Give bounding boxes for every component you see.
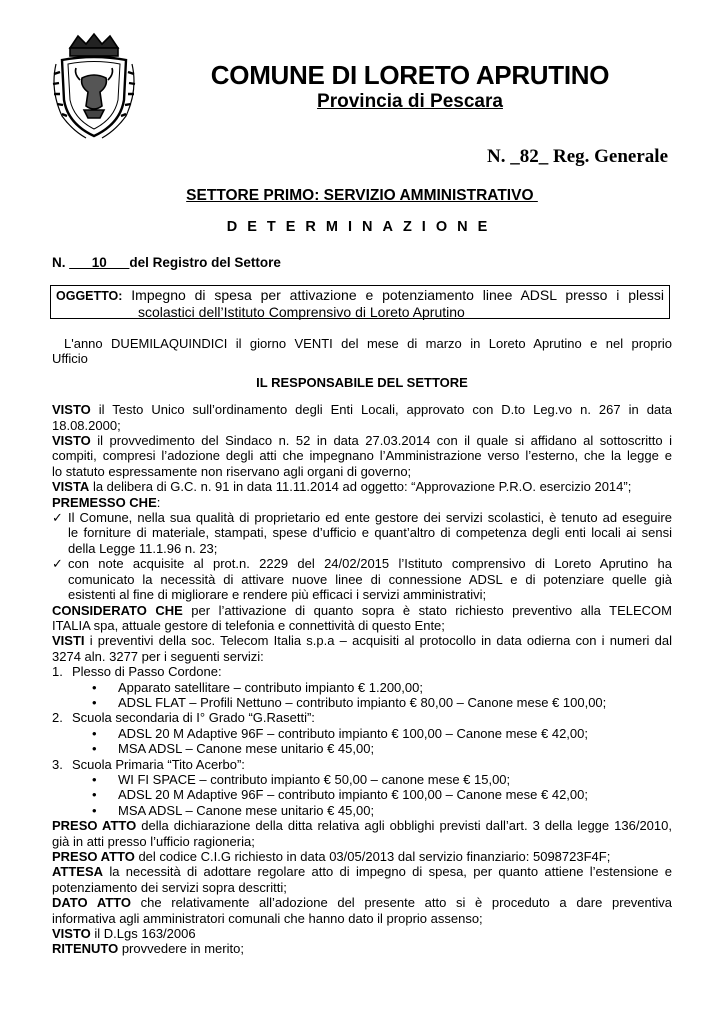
visto-sindaco-line-2: compiti, compresi l’adozione degli atti che impegnano l’Amministrazione verso l’esterno, che la legge e xyxy=(52,448,672,464)
visto-tuel-line-2: 18.08.2000; xyxy=(52,417,121,433)
preso-atto-1-text: della dichiarazione della ditta relativa agli obblighi previsti dall’art. 3 della legge 136/2010, xyxy=(136,818,672,834)
sector-heading xyxy=(0,187,724,205)
coat-of-arms-icon xyxy=(48,30,140,142)
list-item xyxy=(52,772,672,787)
visto-keyword: VISTO xyxy=(52,926,91,942)
ritenuto-keyword: RITENUTO xyxy=(52,941,119,957)
service-list xyxy=(52,664,672,818)
responsible-heading: IL RESPONSABILE DEL SETTORE xyxy=(256,374,468,390)
bullet-icon: • xyxy=(92,679,97,695)
province-subtitle: Provincia di Pescara xyxy=(317,91,503,112)
dato-atto-keyword: DATO ATTO xyxy=(52,895,131,911)
service-text: WI FI SPACE – contributo impianto € 50,00 – canone mese € 15,00; xyxy=(118,771,511,787)
visto-keyword: VISTO xyxy=(52,433,91,449)
list-item xyxy=(52,680,672,695)
subject-box xyxy=(50,285,670,319)
dato-atto-paragraph xyxy=(52,895,672,926)
subject-line-2: scolastici dell’Istituto Comprensivo di Loreto Aprutino xyxy=(138,304,465,320)
sector-heading-trail xyxy=(534,187,538,204)
list-number: 1. xyxy=(52,664,63,680)
service-text: MSA ADSL – Canone mese unitario € 45,00; xyxy=(118,741,375,757)
attesa-line-1 xyxy=(52,864,672,879)
visto-sindaco-paragraph xyxy=(52,433,672,479)
visti-keyword: VISTI xyxy=(52,633,85,649)
preso-atto-paragraph-2 xyxy=(52,849,672,864)
sector-heading-text: SETTORE PRIMO: SERVIZIO AMMINISTRATIVO xyxy=(186,187,534,204)
visti-text: i preventivi della soc. Telecom Italia s.p.a – acquisiti al protocollo in data odierna con i numeri dal xyxy=(84,633,672,649)
vista-paragraph xyxy=(52,479,672,494)
sector-register-suffix: del Registro del Settore xyxy=(129,255,281,270)
premesso-colon: : xyxy=(156,494,161,510)
premise-item-1 xyxy=(52,510,672,556)
premise-2-line-3: esistenti al fine di migliorare e rendere più efficaci i servizi amministrativi; xyxy=(68,587,487,603)
intro-paragraph xyxy=(52,336,672,367)
premise-item-2 xyxy=(52,556,672,602)
list-item xyxy=(52,664,672,679)
list-item xyxy=(52,695,672,710)
subject-text-1: Impegno di spesa per attivazione e potenziamento linee ADSL presso i plessi xyxy=(122,287,664,303)
bullet-icon: • xyxy=(92,741,97,757)
attesa-text: la necessità di adottare regolare atto di impegno di spesa, per quanto attiene l’estensione e xyxy=(103,864,672,880)
visti-line-2: 3274 aln. 3277 per i seguenti servizi: xyxy=(52,648,264,664)
list-item xyxy=(52,710,672,725)
considerato-text: per l’attivazione di quanto sopra è stato richiesto preventivo alla TELECOM xyxy=(182,602,672,618)
list-item xyxy=(52,741,672,756)
vista-text: la delibera di G.C. n. 91 in data 11.11.2014 ad oggetto: “Approvazione P.R.O. esercizio 2014”; xyxy=(89,479,632,495)
considerato-line-1 xyxy=(52,603,672,618)
visti-paragraph xyxy=(52,633,672,664)
sector-register-number: ___10___ xyxy=(69,255,130,270)
dato-atto-text: che relativamente all’adozione del presente atto si è proceduto a dare preventiva xyxy=(131,895,672,911)
premise-2-line-1: con note acquisite al prot.n. 2229 del 24/02/2015 l’Istituto comprensivo di Loreto Aprutino ha xyxy=(68,556,672,572)
visto-tuel-line-1 xyxy=(52,402,672,417)
premise-1-line-1: Il Comune, nella sua qualità di proprietario ed ente gestore dei servizi scolastici, è tenuto ad eseguire xyxy=(68,510,672,526)
preso-atto-2-text: del codice C.I.G richiesto in data 03/05/2013 dal servizio finanziario: 5098723F4F; xyxy=(134,849,611,864)
list-item xyxy=(52,803,672,818)
visto-keyword: VISTO xyxy=(52,402,91,418)
vista-keyword: VISTA xyxy=(52,479,90,495)
considerato-paragraph xyxy=(52,603,672,634)
bullet-icon: • xyxy=(92,771,97,787)
visto-dlgs-paragraph xyxy=(52,926,672,941)
service-text: ADSL FLAT – Profili Nettuno – contributo impianto € 80,00 – Canone mese € 100,00; xyxy=(118,694,607,710)
visto-tuel-paragraph xyxy=(52,402,672,433)
service-text: ADSL 20 M Adaptive 96F – contributo impianto € 100,00 – Canone mese € 42,00; xyxy=(118,725,588,741)
sector-register-prefix: N. xyxy=(52,255,70,270)
bullet-icon: • xyxy=(92,787,97,803)
preso-atto-1-line-1 xyxy=(52,818,672,833)
visto-tuel-text: il Testo Unico sull’ordinamento degli Enti Locali, approvato con D.to Leg.vo n. 267 in data xyxy=(90,402,672,418)
sector-register-line xyxy=(52,255,281,270)
municipality-title: COMUNE DI LORETO APRUTINO xyxy=(210,60,610,90)
visto-sindaco-text: il provvedimento del Sindaco n. 52 in data 27.03.2014 con il quale si affidano al sottoscritto i xyxy=(90,433,672,449)
subject-label: OGGETTO: xyxy=(56,289,123,303)
site-name: Plesso di Passo Cordone: xyxy=(72,664,222,680)
site-name: Scuola secondaria di I° Grado “G.Rasetti”: xyxy=(72,710,315,726)
premise-1-line-2: le forniture di materiale, stampati, spese d’ufficio e quant’altro di competenza degli enti locali ai sensi xyxy=(68,525,672,541)
service-text: Apparato satellitare – contributo impianto € 1.200,00; xyxy=(118,679,423,695)
checkmark-icon: ✓ xyxy=(52,556,63,572)
intro-line-2: Ufficio xyxy=(52,351,88,367)
ritenuto-paragraph xyxy=(52,941,672,956)
attesa-paragraph xyxy=(52,864,672,895)
intro-line-1: L'anno DUEMILAQUINDICI il giorno VENTI del mese di marzo in Loreto Aprutino e nel proprio xyxy=(64,336,672,351)
dato-atto-line-1 xyxy=(52,895,672,910)
bullet-icon: • xyxy=(92,725,97,741)
premesso-keyword: PREMESSO CHE xyxy=(52,494,157,510)
list-item xyxy=(52,787,672,802)
service-text: MSA ADSL – Canone mese unitario € 45,00; xyxy=(118,802,375,818)
premesso-paragraph xyxy=(52,495,672,510)
list-item xyxy=(52,757,672,772)
attesa-keyword: ATTESA xyxy=(52,864,104,880)
site-name: Scuola Primaria “Tito Acerbo”: xyxy=(72,756,245,772)
preso-atto-1-line-2: già in atti presso l’ufficio ragioneria; xyxy=(52,833,255,849)
document-body xyxy=(52,336,672,957)
bullet-icon: • xyxy=(92,802,97,818)
attesa-line-2: potenziamento dei servizi sopra descritti; xyxy=(52,879,287,895)
premise-1-line-3: della Legge 11.1.96 n. 23; xyxy=(68,540,218,556)
list-number: 2. xyxy=(52,710,63,726)
service-text: ADSL 20 M Adaptive 96F – contributo impianto € 100,00 – Canone mese € 42,00; xyxy=(118,787,588,803)
considerato-keyword: CONSIDERATO CHE xyxy=(52,602,183,618)
ritenuto-text: provvedere in merito; xyxy=(118,941,244,957)
preso-atto-keyword: PRESO ATTO xyxy=(52,849,135,864)
premise-2-line-2: comunicato la necessità di attivare nuove linee di connessione ADSL e di potenziare quelle già xyxy=(68,571,672,587)
list-item xyxy=(52,726,672,741)
visto-sindaco-line-3: lo statuto espressamente non riservano agli organi di governo; xyxy=(52,463,412,479)
list-number: 3. xyxy=(52,756,63,772)
considerato-line-2: ITALIA spa, attuale gestore di telefonia e connettività di questo Ente; xyxy=(52,617,445,633)
visto-dlgs-text: il D.Lgs 163/2006 xyxy=(90,926,196,942)
general-register-number: N. _82_ Reg. Generale xyxy=(487,146,668,167)
preso-atto-keyword: PRESO ATTO xyxy=(52,818,137,834)
bullet-icon: • xyxy=(92,694,97,710)
visto-sindaco-line-1 xyxy=(52,433,672,448)
dato-atto-line-2: informativa agli amministratori comunali che hanno dato il proprio assenso; xyxy=(52,910,483,926)
subject-line-1 xyxy=(56,287,664,304)
checkmark-icon: ✓ xyxy=(52,510,63,526)
preso-atto-paragraph-1 xyxy=(52,818,672,849)
determination-heading: DETERMINAZIONE xyxy=(226,219,498,235)
visti-line-1 xyxy=(52,633,672,648)
